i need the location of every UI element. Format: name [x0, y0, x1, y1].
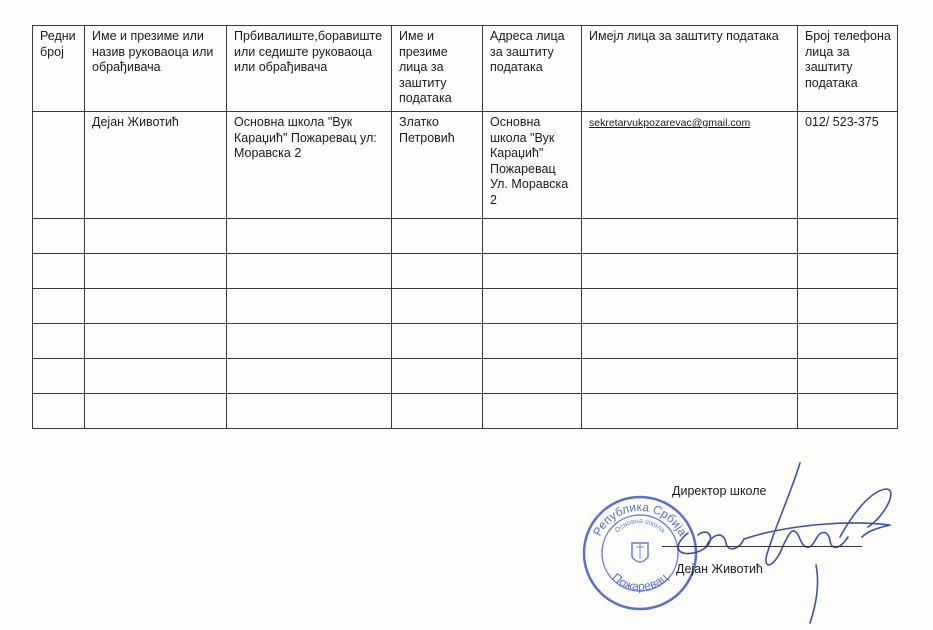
- header-dpo-name: Име и презиме лица за заштиту података: [392, 26, 483, 112]
- table-row-empty: [33, 359, 898, 394]
- data-protection-registry-table: [32, 25, 898, 429]
- cell-dpo-address: Основна школа "Вук Караџић" Пожаревац Ул. Моравска 2: [483, 112, 582, 219]
- cell-dpo-email: [582, 112, 798, 219]
- header-residence: Прбивалиште,боравиште или седиште руковаоца или обрађивача: [227, 26, 392, 112]
- header-dpo-address: Адреса лица за заштиту података: [483, 26, 582, 112]
- header-number: Редни број: [33, 26, 85, 112]
- header-dpo-email: Имејл лица за заштиту података: [582, 26, 798, 112]
- signature-line: [662, 546, 862, 547]
- cell-dpo-phone: 012/ 523-375: [798, 112, 898, 219]
- signatory-name: Дејан Животић: [676, 562, 763, 576]
- table-row-empty: [33, 254, 898, 289]
- cell-dpo-name: Златко Петровић: [392, 112, 483, 219]
- dpo-email-link[interactable]: sekretarvukpozarevac@gmail.com: [589, 117, 751, 129]
- svg-text:Република Србија: Република Србија: [590, 499, 690, 539]
- cell-controller-name: Дејан Животић: [85, 112, 227, 219]
- cell-number: [33, 112, 85, 219]
- table-row-empty: [33, 289, 898, 324]
- signature-title: Директор школе: [672, 484, 767, 498]
- table-row: [33, 112, 898, 219]
- table-row-empty: [33, 324, 898, 359]
- signature-block: [580, 455, 900, 630]
- svg-text:Основна школа: Основна школа: [614, 517, 667, 535]
- svg-text:Пожаревац: Пожаревац: [609, 570, 671, 594]
- table-row-empty: [33, 219, 898, 254]
- header-controller-name: Име и презиме или назив руковаоца или обрађивача: [85, 26, 227, 112]
- table-header-row: [33, 26, 898, 112]
- cell-residence: Основна школа "Вук Караџић" Пожаревац ул: Моравска 2: [227, 112, 392, 219]
- handwritten-signature-icon: [640, 455, 900, 630]
- header-dpo-phone: Број телефона лица за заштиту података: [798, 26, 898, 112]
- table-row-empty: [33, 394, 898, 429]
